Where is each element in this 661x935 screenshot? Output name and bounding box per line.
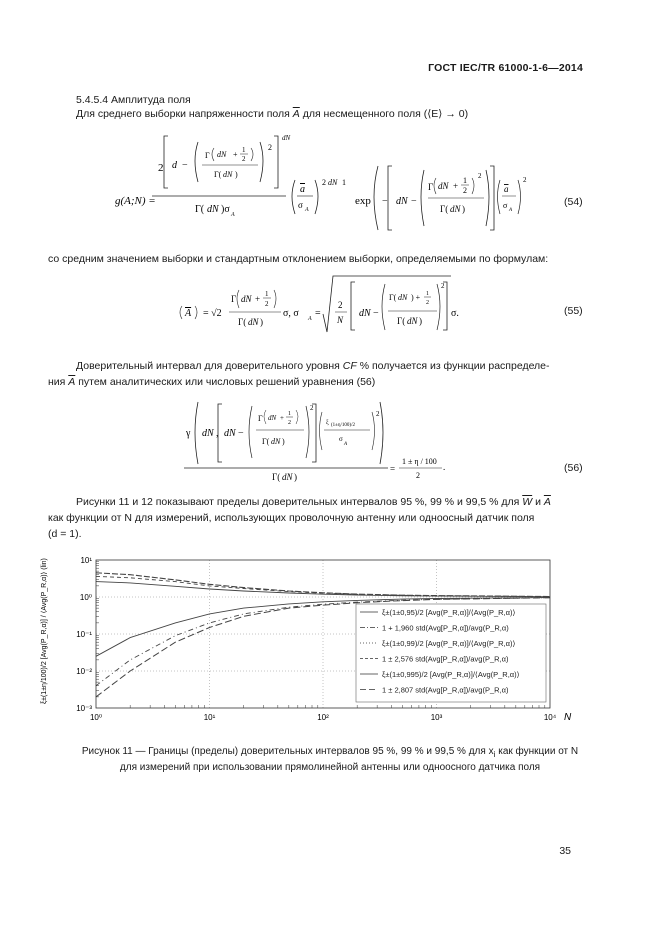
x-tick-label: 10⁴: [543, 713, 557, 722]
svg-text:Γ(: Γ(: [262, 437, 270, 446]
equation-56-number: (56): [564, 462, 583, 474]
series-line-2: [96, 582, 550, 597]
svg-text:dN: dN: [438, 181, 449, 191]
legend-entry: 1 ± 2,576 std(Avg[P_R,α])/avg(P_R,α): [382, 654, 509, 664]
svg-text:−: −: [373, 308, 379, 319]
svg-text:d: d: [172, 160, 177, 171]
svg-text:) +: ) +: [411, 293, 421, 302]
symbol-a: $\overline{A}$: [292, 108, 300, 120]
svg-text:dN: dN: [223, 170, 233, 179]
ci-text-line2: ния $\overline{A}$ путем аналитических или числовых решений уравнения (56): [48, 376, 376, 388]
eq54-lhs: g(A;N) =: [115, 195, 156, 207]
svg-text:): ): [419, 316, 422, 326]
x-tick-label: 10⁰: [89, 713, 103, 722]
y-tick-label: 10⁰: [79, 593, 92, 602]
svg-text:σ.: σ.: [451, 308, 459, 319]
svg-text:A: A: [305, 207, 309, 213]
svg-text:dN: dN: [217, 150, 227, 159]
series-line-1: [96, 576, 550, 596]
svg-text:dN: dN: [407, 316, 418, 326]
svg-text:+: +: [255, 294, 261, 304]
svg-text:−: −: [182, 160, 188, 171]
svg-text:=: =: [315, 308, 321, 319]
svg-text:A: A: [231, 212, 235, 218]
intro-line: Для среднего выборки напряженности поля $\overline{A}$ для несмещенного поля (⟨E⟩ → 0): [76, 108, 469, 120]
page-number: 35: [559, 845, 571, 857]
svg-text:σ: σ: [298, 200, 303, 210]
svg-text:): ): [462, 204, 465, 214]
svg-text:= √2: = √2: [203, 308, 222, 319]
y-tick-label: 10⁻³: [76, 704, 92, 713]
svg-text:Γ(: Γ(: [389, 293, 397, 302]
svg-text:2: 2: [463, 186, 467, 195]
svg-text:dN: dN: [241, 294, 252, 304]
svg-text:2: 2: [268, 143, 272, 152]
figures-text-line3: (d = 1).: [48, 528, 82, 540]
svg-text:dN: dN: [282, 134, 291, 142]
svg-text:σ, σ: σ, σ: [283, 308, 299, 319]
y-axis-label: ξ±(1±η/100)/2 [Avg(P_R,α)] / ⟨Avg(P_R,α)⟩ (lin): [41, 558, 48, 704]
legend-entry: ξ±(1±0,99)/2 [Avg(P_R,α)]/⟨Avg(P_R,α)⟩: [382, 639, 516, 648]
svg-text:A: A: [185, 308, 192, 319]
svg-text:a: a: [300, 184, 305, 195]
svg-text:)σ: )σ: [221, 204, 230, 215]
svg-text:1: 1: [242, 146, 246, 154]
x-tick-label: 10²: [317, 713, 329, 722]
confidence-chart: [30, 552, 620, 738]
svg-text:2: 2: [441, 282, 445, 290]
svg-text:1: 1: [288, 411, 291, 417]
equation-55: [175, 274, 465, 336]
y-tick-label: 10⁻¹: [76, 630, 92, 639]
svg-text:dN: dN: [282, 472, 293, 482]
equation-54-number: (54): [564, 196, 583, 208]
svg-text:2: 2: [158, 162, 164, 174]
svg-text:): ): [260, 317, 263, 327]
svg-text:Γ(: Γ(: [272, 472, 281, 482]
svg-text:=: =: [390, 464, 396, 474]
legend-entry: ξ±(1±0,95)/2 [Avg(P_R,α)]/⟨Avg(P_R,α)⟩: [382, 608, 516, 617]
svg-text:2: 2: [322, 178, 326, 187]
svg-text:Γ(: Γ(: [238, 317, 247, 327]
svg-text:Γ(: Γ(: [195, 204, 205, 215]
svg-text:2: 2: [265, 300, 269, 308]
svg-text:2: 2: [242, 155, 246, 163]
x-tick-label: 10³: [430, 713, 443, 722]
svg-text:dN: dN: [271, 437, 281, 446]
svg-text:dN: dN: [248, 317, 259, 327]
legend-entry: ξ±(1±0,995)/2 [Avg(P_R,α)]/⟨Avg(P_R,α)⟩: [382, 670, 520, 679]
y-tick-label: 10¹: [80, 556, 92, 565]
svg-text:−: −: [238, 428, 244, 439]
svg-text:1: 1: [342, 178, 346, 187]
figures-text-line2: как функции от N для измерений, использующих проволочную антенну или одноосный датчик поля: [48, 512, 535, 524]
symbol-a-2: $\overline{A}$: [68, 376, 76, 388]
svg-text:dN: dN: [207, 204, 219, 215]
svg-text:2: 2: [478, 172, 482, 180]
figures-text-line1: Рисунки 11 и 12 показывают пределы доверительных интервалов 95 %, 99 % и 99,5 % для $\overline{W}$ и $\overline{A}$: [76, 496, 551, 508]
svg-text:+: +: [233, 150, 238, 159]
svg-text:Γ(: Γ(: [440, 204, 449, 214]
svg-text:(1±η/100)/2: (1±η/100)/2: [331, 423, 355, 428]
y-tick-label: 10⁻²: [76, 667, 92, 676]
svg-text:Γ: Γ: [428, 182, 434, 192]
equation-55-number: (55): [564, 305, 583, 317]
svg-text:.: .: [443, 462, 446, 472]
svg-text:2: 2: [288, 420, 291, 426]
x-axis-label: N: [564, 712, 572, 723]
between-text: со средним значением выборки и стандартным отклонением выборки, определяемыми по формулам:: [48, 253, 549, 265]
svg-text:Γ(: Γ(: [214, 170, 222, 179]
svg-text:ξ: ξ: [326, 420, 329, 426]
x-tick-label: 10¹: [203, 713, 216, 722]
svg-text:dN: dN: [450, 204, 461, 214]
svg-text:,: ,: [216, 428, 219, 439]
svg-text:2: 2: [376, 410, 380, 418]
equation-54: [110, 130, 530, 242]
svg-text:a: a: [504, 184, 509, 194]
svg-text:1: 1: [265, 290, 269, 298]
svg-text:A: A: [344, 442, 348, 447]
svg-text:2: 2: [338, 300, 343, 310]
svg-text:+: +: [453, 181, 459, 191]
section-title: 5.4.5.4 Амплитуда поля: [76, 94, 191, 106]
svg-text:1 ± η / 100: 1 ± η / 100: [402, 457, 437, 466]
svg-text:): ): [294, 472, 297, 482]
svg-text:dN: dN: [396, 196, 408, 207]
svg-text:2: 2: [523, 176, 527, 184]
legend-entry: 1 ± 2,807 std(Avg[P_R,α])/avg(P_R,α): [382, 685, 509, 695]
svg-text:N: N: [337, 315, 344, 325]
svg-text:dN: dN: [224, 428, 236, 439]
svg-text:Γ: Γ: [231, 294, 237, 304]
standard-header: ГОСТ IEC/TR 61000-1-6—2014: [428, 62, 583, 74]
svg-text:1: 1: [426, 291, 429, 297]
svg-text:−: −: [382, 196, 388, 207]
svg-text:dN: dN: [328, 178, 338, 187]
svg-text:A: A: [509, 208, 513, 213]
svg-text:+: +: [280, 414, 284, 422]
ci-text-line1: Доверительный интервал для доверительного уровня CF % получается из функции распределе-: [76, 360, 550, 372]
svg-text:−: −: [411, 196, 417, 207]
svg-text:γ: γ: [186, 428, 191, 439]
svg-text:): ): [235, 170, 238, 179]
figure-caption: Рисунок 11 — Границы (пределы) доверительных интервалов 95 %, 99 % и 99,5 % для $x_i$ как функции от N для измерений при использовании прямолинейной антенны или одноосного датчика поля: [81, 746, 579, 773]
equation-56: [182, 396, 452, 484]
svg-text:dN: dN: [398, 293, 408, 302]
svg-text:Γ(: Γ(: [397, 316, 406, 326]
svg-text:Γ: Γ: [258, 414, 263, 423]
svg-text:σ: σ: [503, 201, 508, 210]
svg-text:σ: σ: [339, 435, 343, 443]
svg-text:dN: dN: [202, 428, 214, 439]
svg-text:2: 2: [310, 404, 314, 412]
svg-text:exp: exp: [355, 195, 371, 207]
svg-text:): ): [282, 437, 285, 446]
svg-text:A: A: [308, 316, 312, 322]
svg-text:dN: dN: [359, 308, 371, 319]
svg-text:2: 2: [426, 300, 429, 306]
svg-text:dN: dN: [268, 414, 277, 422]
svg-text:Γ: Γ: [205, 151, 210, 160]
legend-entry: 1 + 1,960 std(Avg[P_R,α])/avg(P_R,α): [382, 623, 509, 633]
svg-text:2: 2: [416, 471, 420, 480]
chart-legend: [356, 604, 546, 702]
svg-text:1: 1: [463, 176, 467, 185]
